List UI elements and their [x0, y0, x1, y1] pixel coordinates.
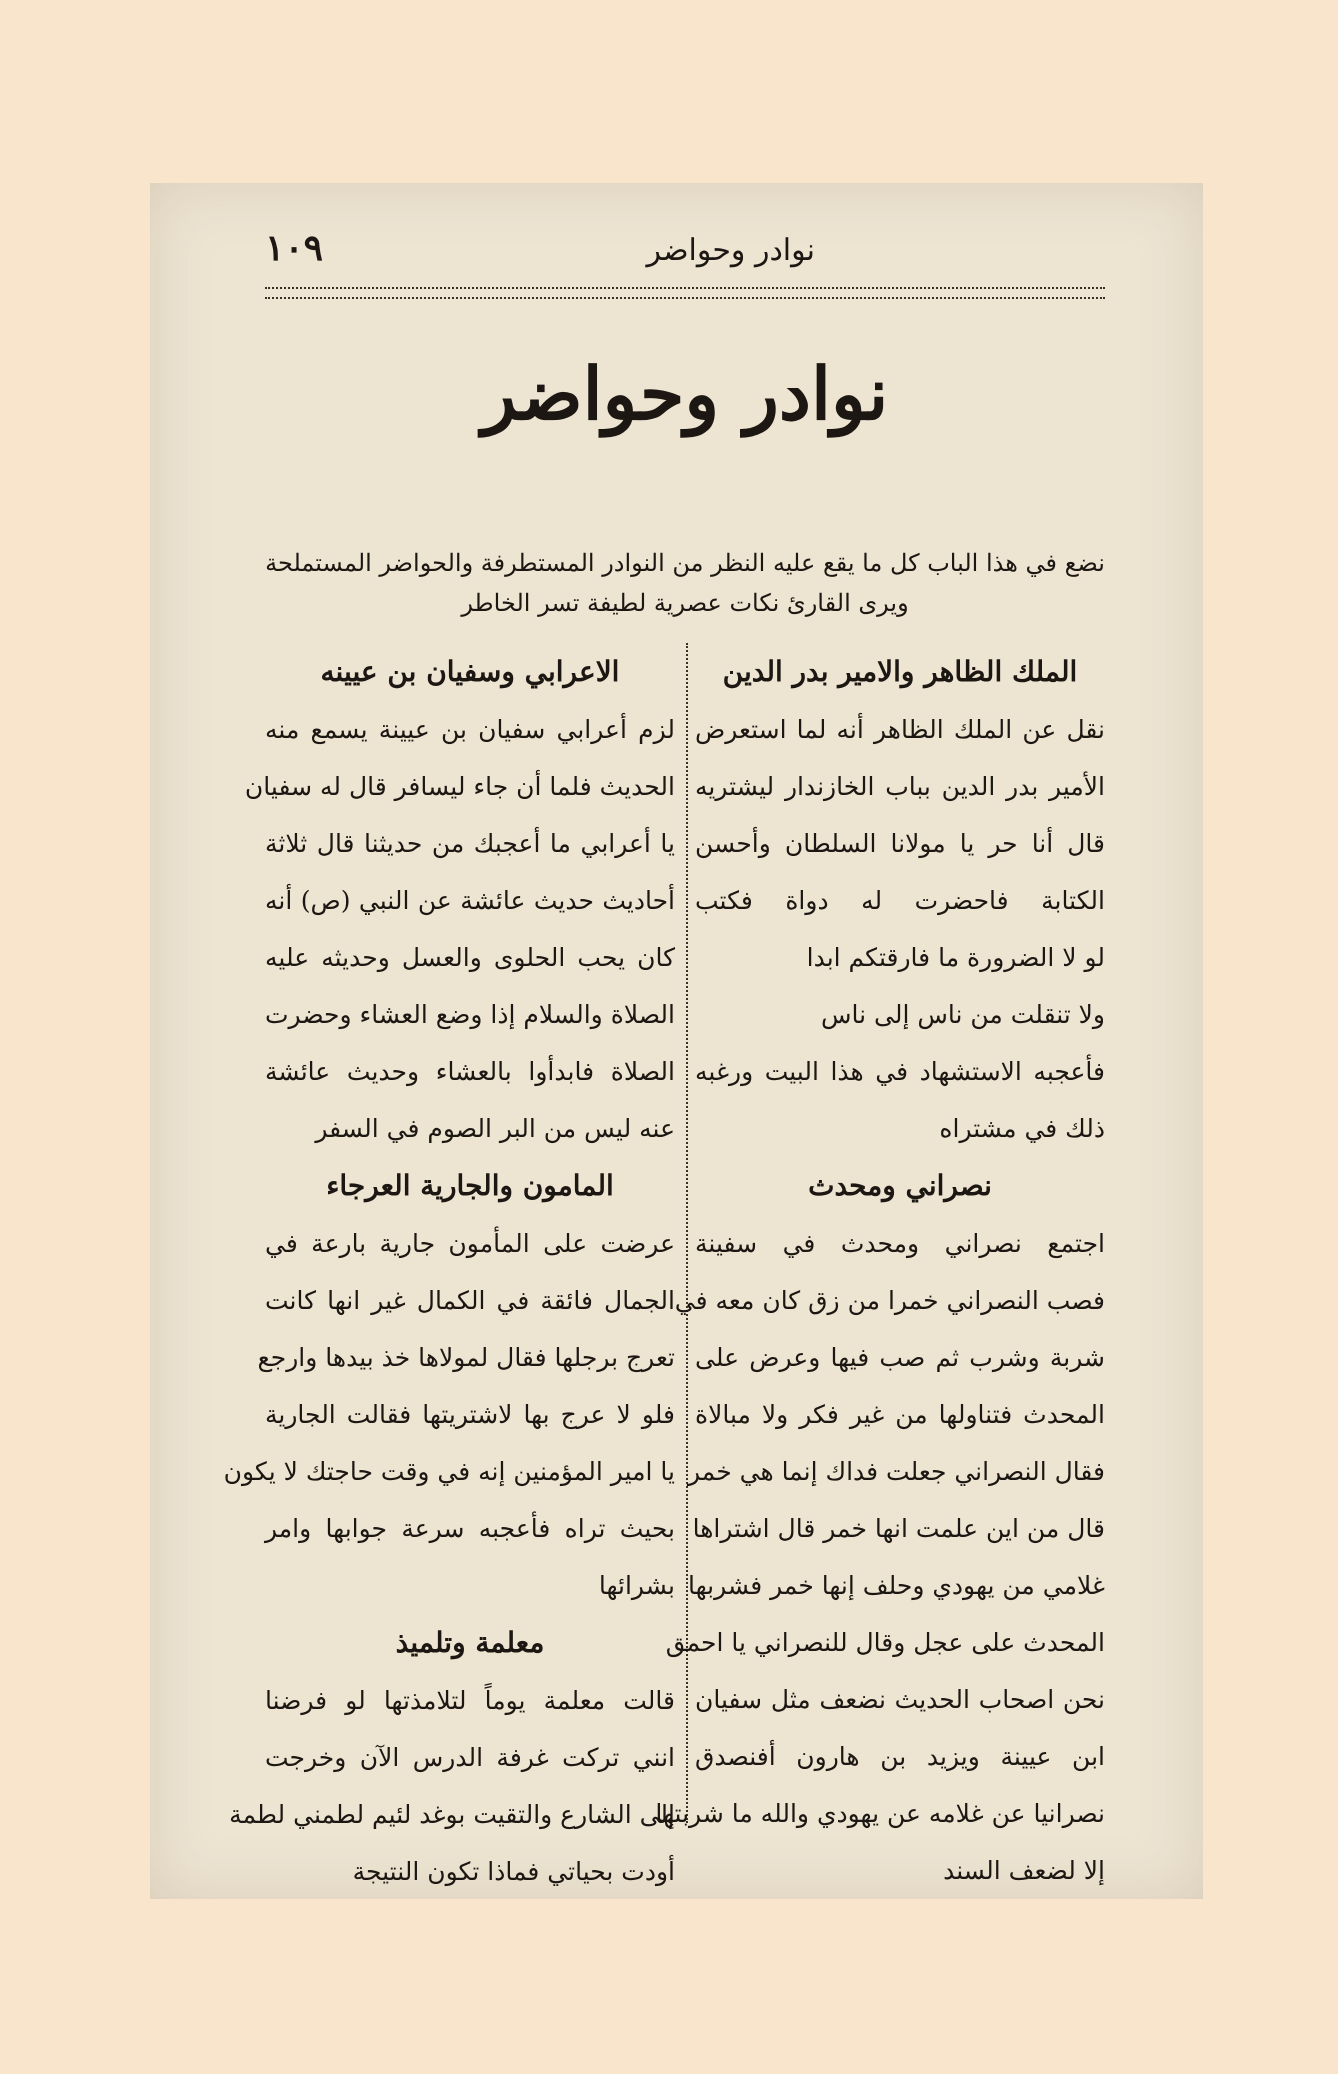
text-line: فأعجبه الاستشهاد في هذا البيت ورغبه — [695, 1057, 1105, 1086]
text-line: إلا لضعف السند — [943, 1856, 1105, 1885]
text-line: بحيث تراه فأعجبه سرعة جوابها وامر — [265, 1514, 675, 1543]
text-line: الصلاة فابدأوا بالعشاء وحديث عائشة — [265, 1057, 675, 1086]
page-title: نوادر وحواضر — [481, 351, 889, 436]
article-teacher-student — [229, 1614, 675, 1900]
section-title: معلمة وتلميذ — [395, 1626, 545, 1659]
text-line: لزم أعرابي سفيان بن عيينة يسمع منه — [265, 715, 675, 744]
article-king-zahir — [695, 643, 1105, 1157]
header-rule — [265, 287, 1105, 299]
text-line: إلى الشارع والتقيت بوغد لئيم لطمني لطمة — [229, 1800, 675, 1829]
text-line: فلو لا عرج بها لاشتريتها فقالت الجارية — [265, 1400, 675, 1429]
article-christian-narrator — [655, 1157, 1105, 1899]
text-line: ابن عيينة ويزيد بن هارون أفنصدق — [695, 1742, 1105, 1771]
text-line: ذلك في مشتراه — [939, 1114, 1105, 1143]
text-line: بشرائها — [598, 1571, 675, 1600]
text-line: اجتمع نصراني ومحدث في سفينة — [695, 1229, 1105, 1258]
book-page — [150, 183, 1203, 1899]
text-line: المحدث فتناولها من غير فكر ولا مبالاة — [695, 1400, 1105, 1429]
text-line: الجمال فائقة في الكمال غير انها كانت — [265, 1286, 675, 1315]
section-title: الاعرابي وسفيان بن عيينه — [320, 655, 620, 688]
text-line: فصب النصراني خمرا من زق كان معه في — [674, 1286, 1105, 1315]
intro-line: نضع في هذا الباب كل ما يقع عليه النظر من النوادر المستطرفة والحواضر المستملحة — [265, 549, 1105, 577]
text-line: كان يحب الحلوى والعسل وحديثه عليه — [265, 943, 675, 972]
verse-line: لو لا الضرورة ما فارقتكم ابدا — [806, 943, 1105, 972]
text-line: الحديث فلما أن جاء ليسافر قال له سفيان — [244, 772, 675, 801]
text-line: الكتابة فاحضرت له دواة فكتب — [695, 886, 1105, 915]
section-title: نصراني ومحدث — [808, 1169, 992, 1202]
verse-line: ولا تنقلت من ناس إلى ناس — [820, 1000, 1105, 1029]
text-line: يا امير المؤمنين إنه في وقت حاجتك لا يكون — [223, 1457, 675, 1486]
text-line: غلامي من يهودي وحلف إنها خمر فشربها — [688, 1571, 1105, 1600]
intro-paragraph — [265, 543, 1105, 623]
text-line: فقال النصراني جعلت فداك إنما هي خمر — [687, 1457, 1105, 1486]
section-title: المامون والجارية العرجاء — [326, 1169, 614, 1202]
text-line: نصرانيا عن غلامه عن يهودي والله ما شربتها — [655, 1799, 1105, 1828]
text-line: المحدث على عجل وقال للنصراني يا احمق — [665, 1628, 1105, 1657]
text-line: قالت معلمة يوماً لتلامذتها لو فرضنا — [265, 1686, 675, 1715]
text-line: عنه ليس من البر الصوم في السفر — [315, 1114, 675, 1143]
text-line: تعرج برجلها فقال لمولاها خذ بيدها وارجع — [257, 1343, 675, 1372]
article-bedouin-sufyan — [244, 643, 675, 1157]
text-line: قال من اين علمت انها خمر قال اشتراها — [692, 1514, 1105, 1543]
text-line: عرضت على المأمون جارية بارعة في — [265, 1229, 675, 1258]
text-line: نقل عن الملك الظاهر أنه لما استعرض — [695, 715, 1105, 744]
intro-line: ويرى القارئ نكات عصرية لطيفة تسر الخاطر — [461, 589, 909, 617]
text-line: أودت بحياتي فماذا تكون النتيجة — [352, 1857, 675, 1886]
text-line: انني تركت غرفة الدرس الآن وخرجت — [265, 1743, 675, 1772]
text-line: الصلاة والسلام إذا وضع العشاء وحضرت — [265, 1000, 675, 1029]
right-column — [655, 643, 1105, 1899]
text-line: الأمير بدر الدين بباب الخازندار ليشتريه — [695, 772, 1105, 801]
text-line: قال أنا حر يا مولانا السلطان وأحسن — [695, 829, 1105, 858]
running-header — [265, 223, 1105, 283]
page-number: ١٠٩ — [265, 227, 324, 269]
text-line: نحن اصحاب الحديث نضعف مثل سفيان — [695, 1685, 1105, 1714]
left-column — [223, 643, 675, 1900]
text-line: يا أعرابي ما أعجبك من حديثنا قال ثلاثة — [265, 829, 675, 858]
text-line: أحاديث حديث عائشة عن النبي (ص) أنه — [265, 886, 675, 915]
text-line: شربة وشرب ثم صب فيها وعرض على — [695, 1343, 1105, 1372]
article-mamun-slave-girl — [223, 1157, 675, 1614]
section-title: الملك الظاهر والامير بدر الدين — [722, 655, 1078, 688]
page-content — [223, 223, 1105, 1886]
running-title: نوادر وحواضر — [646, 233, 815, 268]
